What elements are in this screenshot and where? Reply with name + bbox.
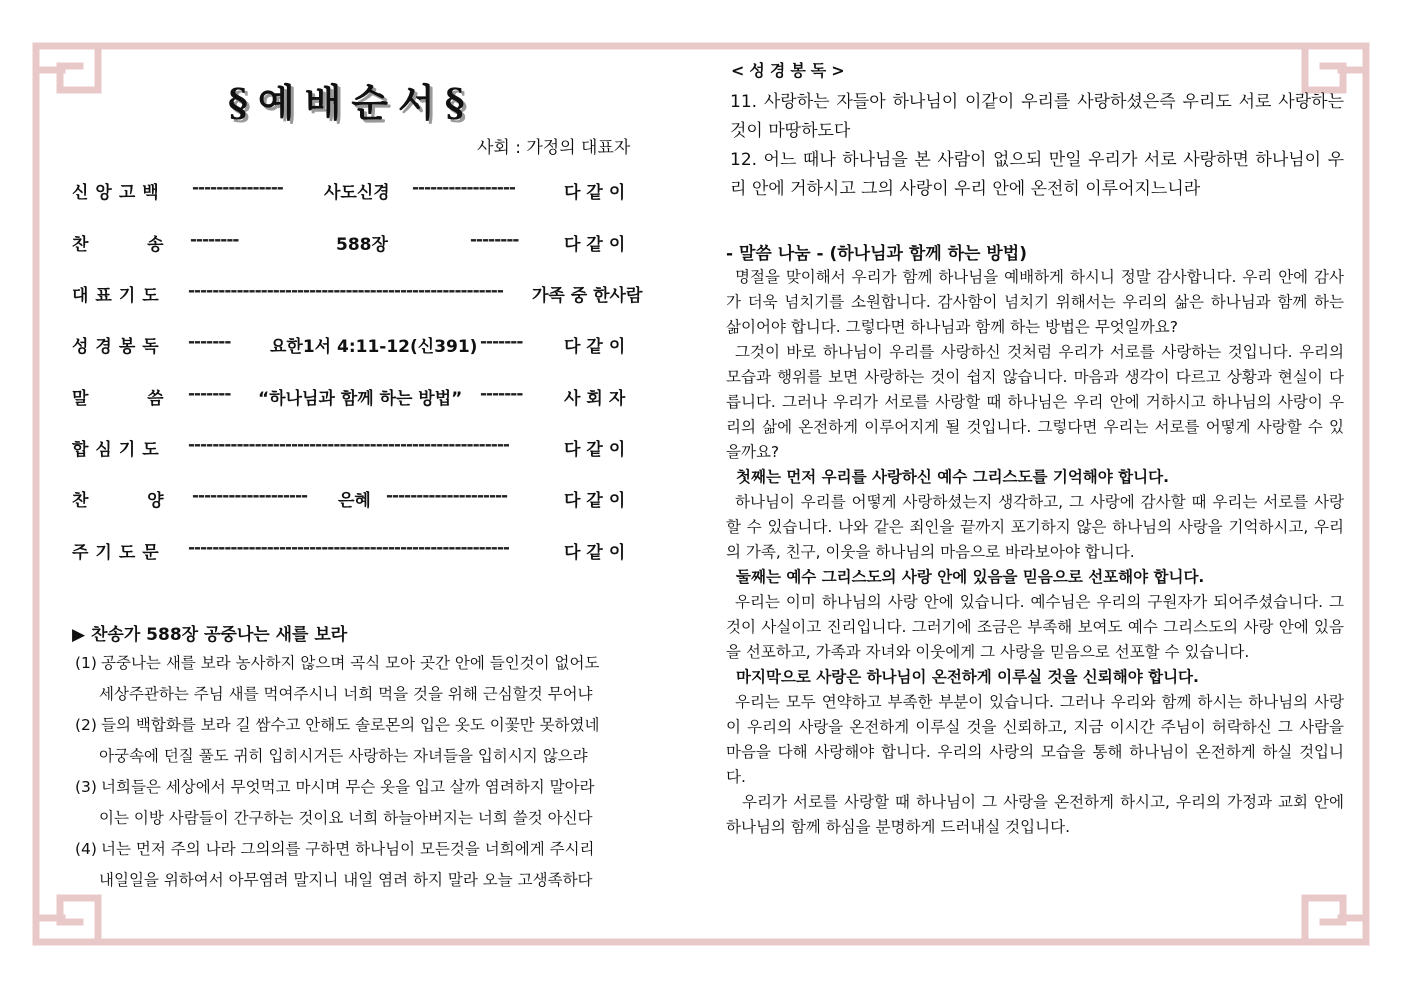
order-item: “하나님과 함께 하는 방법” xyxy=(258,389,463,409)
sermon-paragraph: 하나님이 우리를 어떻게 사랑하셨는지 생각하고, 그 사랑에 감사할 때 우리는 서로를 사랑할 수 있습니다. 나와 같은 죄인을 끝까지 포기하지 않은 하나님의 사랑을 기억하시고, 우리의 가족, 친구, 이웃을 하나님의 마음으로 바라보아야 합니다. xyxy=(726,493,1344,561)
order-name: 찬 송 xyxy=(72,235,171,255)
order-row xyxy=(72,230,652,260)
sermon-point-heading: 마지막으로 사랑은 하나님이 온전하게 이루실 것을 신뢰해야 합니다. xyxy=(736,668,1199,686)
sermon-heading: - 말씀 나눔 - (하나님과 함께 하는 방법) xyxy=(726,244,1027,264)
hymn-verse xyxy=(75,710,599,772)
order-dash: ------------------- xyxy=(192,486,308,506)
order-name: 합심기도 xyxy=(72,440,166,460)
order-dash: ------- xyxy=(188,332,231,352)
order-row xyxy=(72,332,652,362)
verse-line: 들의 백합화를 보라 길 쌈수고 안해도 솔로몬의 입은 옷도 이꽃만 못하였네 xyxy=(101,716,600,734)
hymn-verse xyxy=(75,834,595,896)
order-who: 다같이 xyxy=(564,235,632,255)
verse-12: 12. 어느 때나 하나님을 본 사람이 없으되 만일 우리가 서로 사랑하면 하나님이 우리 안에 거하시고 그의 사랑이 우리 안에 온전히 이루어지느니라 xyxy=(730,150,1344,199)
hymn-verse xyxy=(75,648,599,710)
sermon-paragraph: 우리는 이미 하나님의 사랑 안에 있습니다. 예수님은 우리의 구원자가 되어주셨습니다. 그것이 사실이고 진리입니다. 그러기에 조금은 부족해 보여도 예수 그리스도의 사랑 안에 있음을 선포하고, 가족과 자녀와 이웃에게 그 사랑을 믿음으로 선포할 수 있습니다. xyxy=(726,593,1344,661)
order-row xyxy=(72,384,652,414)
order-row xyxy=(72,538,652,568)
verse-number: (4) xyxy=(75,840,97,858)
verse-number: (2) xyxy=(75,716,97,734)
order-name: 성경봉독 xyxy=(72,337,166,357)
order-item: 588장 xyxy=(336,235,388,255)
hymn-verse xyxy=(75,772,595,834)
order-name: 대표기도 xyxy=(72,286,166,306)
order-dash: ----------------------------------------------------- xyxy=(188,538,509,558)
order-dash: ----------------- xyxy=(412,178,515,198)
order-row xyxy=(72,281,652,311)
order-row xyxy=(72,178,652,208)
verse-line: 아궁속에 던질 풀도 귀히 입히시거든 사랑하는 자녀들을 입히시지 않으랴 xyxy=(99,747,588,765)
page-title: §예배순서§ xyxy=(228,80,475,125)
order-who: 다같이 xyxy=(564,337,632,357)
verse-line: 너는 먼저 주의 나라 그의의를 구하면 하나님이 모든것을 너희에게 주시리 xyxy=(101,840,595,858)
verse-line: 이는 이방 사람들이 간구하는 것이요 너희 하늘아버지는 너희 쓸것 아신다 xyxy=(99,809,593,827)
sermon-paragraph: 그것이 바로 하나님이 우리를 사랑하신 것처럼 우리가 서로를 사랑하는 것입니다. 우리의 모습과 행위를 보면 사랑하는 것이 쉽지 않습니다. 마음과 생각이 다르고 상황과 현실이 다릅니다. 그러나 우리가 서로를 사랑할 때 하나님은 우리 안에 거하시고 하나님의 사랑이 우리의 삶에 온전하게 이루어지게 될 것입니다. 그렇다면 우리는 서로를 어떻게 사랑할 수 있을까요? xyxy=(726,343,1344,461)
verse-line: 공중나는 새를 보라 농사하지 않으며 곡식 모아 곳간 안에 들인것이 없어도 xyxy=(101,654,600,672)
verse-number: (3) xyxy=(75,778,97,796)
order-who: 다같이 xyxy=(564,440,632,460)
reading-heading: <성경봉독> xyxy=(731,61,850,80)
order-who: 가족 중 한사람 xyxy=(532,286,643,306)
sermon-paragraph: 우리가 서로를 사랑할 때 하나님이 그 사랑을 온전하게 하시고, 우리의 가정과 교회 안에 하나님의 함께 하심을 분명하게 드러내실 것입니다. xyxy=(726,793,1344,836)
order-dash: -------------------- xyxy=(386,486,508,506)
order-who: 다같이 xyxy=(564,183,632,203)
order-item: 요한1서 4:11-12(신391) xyxy=(270,337,478,357)
order-row xyxy=(72,435,652,465)
verse-line: 내일일을 위하여서 아무염려 말지니 내일 염려 하지 말라 오늘 고생족하다 xyxy=(99,871,593,889)
verse-line: 너희들은 세상에서 무엇먹고 마시며 무슨 옷을 입고 살까 염려하지 말아라 xyxy=(101,778,595,796)
presider-label: 사회 : 가정의 대표자 xyxy=(477,138,631,158)
verse-line: 세상주관하는 주님 새를 먹여주시니 너희 먹을 것을 위해 근심할것 무어냐 xyxy=(99,685,593,703)
order-dash: -------- xyxy=(190,230,239,250)
order-dash: ------- xyxy=(188,384,231,404)
sermon-body xyxy=(726,265,1344,840)
order-name: 말 씀 xyxy=(72,389,171,409)
order-dash: ------- xyxy=(480,332,523,352)
order-item: 은혜 xyxy=(338,491,371,511)
verse-11: 11. 사랑하는 자들아 하나님이 이같이 우리를 사랑하셨은즉 우리도 서로 사랑하는 것이 마땅하도다 xyxy=(730,92,1344,141)
sermon-paragraph: 우리는 모두 연약하고 부족한 부분이 있습니다. 그러나 우리와 함께 하시는 하나님의 사랑이 우리의 사랑을 온전하게 이루실 것을 신뢰하고, 지금 이시간 주님이 허락하신 그 사람을 마음을 다해 사랑해야 합니다. 우리의 사랑의 모습을 통해 하나님이 온전하게 하실 것입니다. xyxy=(726,693,1344,786)
order-row xyxy=(72,486,652,516)
order-who: 사회자 xyxy=(564,389,632,409)
order-name: 찬 양 xyxy=(72,491,171,511)
order-who: 다같이 xyxy=(564,543,632,563)
order-item: 사도신경 xyxy=(324,183,390,203)
order-name: 주기도문 xyxy=(72,543,166,563)
sermon-point-heading: 둘째는 예수 그리스도의 사랑 안에 있음을 믿음으로 선포해야 합니다. xyxy=(736,568,1205,586)
scripture-reading xyxy=(730,88,1344,204)
verse-number: (1) xyxy=(75,654,97,672)
order-dash: ----------------------------------------------------- xyxy=(188,435,509,455)
order-name: 신앙고백 xyxy=(72,183,166,203)
order-dash: -------- xyxy=(470,230,519,250)
sermon-point-heading: 첫째는 먼저 우리를 사랑하신 예수 그리스도를 기억해야 합니다. xyxy=(736,468,1169,486)
order-dash: ------- xyxy=(480,384,523,404)
order-dash: ---------------------------------------------------- xyxy=(188,281,503,301)
hymn-title: ▶ 찬송가 588장 공중나는 새를 보라 xyxy=(72,625,348,645)
order-who: 다같이 xyxy=(564,491,632,511)
order-dash: --------------- xyxy=(192,178,283,198)
sermon-paragraph: 명절을 맞이해서 우리가 함께 하나님을 예배하게 하시니 정말 감사합니다. 우리 안에 감사가 더욱 넘치기를 소원합니다. 감사함이 넘치기 위해서는 우리의 삶은 하나님과 함께 하는 삶이어야 합니다. 그렇다면 하나님과 함께 하는 방법은 무엇일까요? xyxy=(726,268,1344,336)
